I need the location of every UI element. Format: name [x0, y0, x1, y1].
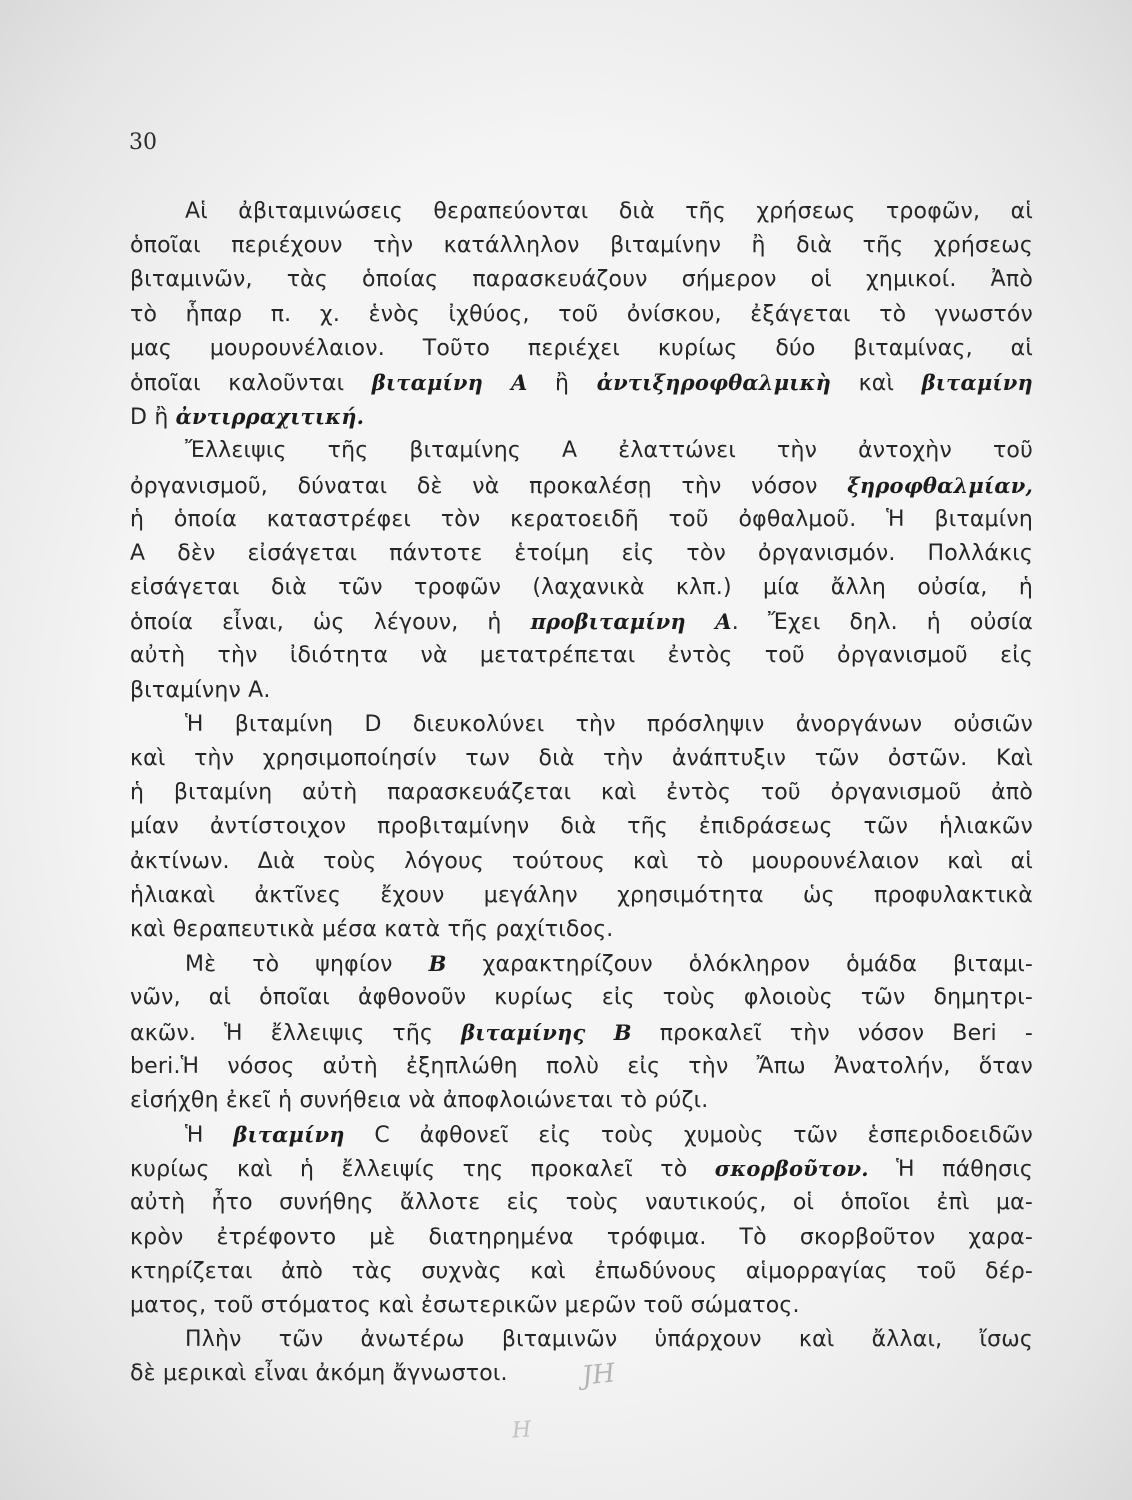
text-run: δὲ μερικαὶ εἶναι ἀκόμη ἄγνωστοι.: [130, 1361, 508, 1387]
paragraph: [130, 708, 1033, 947]
text-run: Ἡ βιταμίνη D διευκολύνει τὴν πρόσληψιν ἀνοργάνων οὐσιῶν: [185, 711, 1033, 737]
emphasized-term: βιταμίνη: [233, 1122, 345, 1148]
text-run: beri.Ἡ νόσος αὐτὴ ἐξηπλώθη πολὺ εἰς τὴν Ἄπω Ἀνατολήν, ὅταν: [130, 1053, 1033, 1079]
text-run: ὁποῖαι καλοῦνται: [130, 370, 372, 396]
text-line: [130, 810, 1033, 844]
text-run: βιταμινῶν, τὰς ὁποίας παρασκευάζουν σήμερον οἱ χημικοί. Ἀπὸ: [130, 267, 1033, 293]
text-run: Αἱ ἀβιταμινώσεις θεραπεύονται διὰ τῆς χρήσεως τροφῶν, αἱ: [185, 199, 1033, 224]
text-run: . Ἔχει δηλ. ἡ οὐσία: [731, 610, 1033, 636]
text-line: [130, 1050, 1033, 1084]
text-run: ὀργανισμοῦ, δύναται δὲ νὰ προκαλέσῃ τὴν νόσον: [130, 473, 848, 499]
page-number: 30: [129, 130, 157, 155]
text-line: [130, 879, 1033, 913]
text-run: ἡ βιταμίνη αὐτὴ παρασκευάζεται καὶ ἐντὸς τοῦ ὀργανισμοῦ ἀπὸ: [130, 780, 1033, 806]
text-run: ὁποία εἶναι, ὡς λέγουν, ἡ: [130, 610, 531, 636]
text-run: Ἡ πάθησις: [868, 1157, 1033, 1183]
text-run: κρὸν ἐτρέφοντο μὲ διατηρημένα τρόφιμα. Τὸ σκορβοῦτον χαρα-: [130, 1224, 1033, 1250]
text-run: βιταμίνην Α.: [130, 677, 271, 703]
text-run: μίαν ἀντίστοιχον προβιταμίνην διὰ τῆς ἐπιδράσεως τῶν ἡλιακῶν: [130, 814, 1033, 840]
text-run: κυρίως καὶ ἡ ἔλλειψίς της προκαλεῖ τὸ: [130, 1157, 715, 1183]
text-line: [130, 776, 1033, 810]
text-run: χαρακτηρίζουν ὁλόκληρον ὁμάδα βιταμι-: [446, 952, 1033, 978]
text-line: [130, 913, 1033, 947]
text-run: Ἡ: [185, 1123, 234, 1149]
text-body: [130, 195, 1033, 1392]
text-line: [130, 298, 1033, 332]
handwritten-mark: JH: [580, 1358, 617, 1392]
text-line: [130, 400, 1033, 434]
text-run: μας μουρουνέλαιον. Τοῦτο περιέχει κυρίως δύο βιταμίνας, αἱ: [130, 335, 1033, 361]
text-run: Πλὴν τῶν ἀνωτέρω βιταμινῶν ὑπάρχουν καὶ ἄλλαι, ἴσως: [185, 1327, 1033, 1353]
text-line: [130, 332, 1033, 366]
text-line: [130, 1255, 1033, 1289]
paragraph: [130, 195, 1033, 434]
text-run: καὶ τὴν χρησιμοποίησίν των διὰ τὴν ἀνάπτυξιν τῶν ὀστῶν. Καὶ: [130, 746, 1033, 771]
text-line: [130, 469, 1033, 503]
text-line: [130, 195, 1033, 229]
text-line: [130, 1289, 1033, 1323]
text-line: [130, 1118, 1033, 1152]
text-run: Α δὲν εἰσάγεται πάντοτε ἑτοίμη εἰς τὸν ὀργανισμόν. Πολλάκις: [130, 540, 1033, 566]
text-line: [130, 1221, 1033, 1255]
emphasized-term: ξηροφθαλμίαν,: [847, 472, 1033, 498]
text-run: εἰσήχθη ἐκεῖ ἡ συνήθεια νὰ ἀποφλοιώνεται τὸ ρύζι.: [130, 1087, 709, 1113]
text-run: προκαλεῖ τὴν νόσον Beri -: [631, 1020, 1033, 1046]
text-line: [130, 674, 1033, 708]
text-run: αὐτὴ ἦτο συνήθης ἄλλοτε εἰς τοὺς ναυτικούς, οἱ ὁποῖοι ἐπὶ μα-: [130, 1190, 1033, 1216]
text-line: [130, 981, 1033, 1015]
handwritten-mark: H: [511, 1417, 533, 1444]
text-run: αὐτὴ τὴν ἰδιότητα νὰ μετατρέπεται ἐντὸς τοῦ ὀργανισμοῦ εἰς: [130, 643, 1033, 669]
text-line: [130, 229, 1033, 263]
emphasized-term: σκορβοῦτον.: [714, 1156, 869, 1182]
text-line: [130, 366, 1033, 400]
text-line: [130, 1323, 1033, 1357]
text-line: [130, 1084, 1033, 1118]
text-line: [130, 708, 1033, 742]
text-run: Μὲ τὸ ψηφίον: [185, 952, 429, 978]
text-line: [130, 1016, 1033, 1050]
text-run: ἡλιακαὶ ἀκτῖνες ἔχουν μεγάλην χρησιμότητα ὡς προφυλακτικὰ: [130, 882, 1033, 908]
text-run: Ἔλλειψις τῆς βιταμίνης Α ἐλαττώνει τὴν ἀντοχὴν τοῦ: [185, 438, 1033, 464]
text-run: ὁποῖαι περιέχουν τὴν κατάλληλον βιταμίνην ἢ διὰ τῆς χρήσεως: [130, 233, 1033, 259]
text-line: [130, 605, 1033, 639]
text-run: κτηρίζεται ἀπὸ τὰς συχνὰς καὶ ἐπωδύνους αἱμορραγίας τοῦ δέρ-: [130, 1258, 1033, 1284]
text-run: νῶν, αἱ ὁποῖαι ἀφθονοῦν κυρίως εἰς τοὺς φλοιοὺς τῶν δημητρι-: [130, 985, 1033, 1011]
text-line: [130, 1186, 1033, 1220]
text-run: C ἀφθονεῖ εἰς τοὺς χυμοὺς τῶν ἑσπεριδοειδῶν: [344, 1123, 1033, 1149]
text-line: [130, 263, 1033, 297]
emphasized-term: βιταμίνη: [921, 369, 1033, 395]
text-line: [130, 742, 1033, 776]
text-run: εἰσάγεται διὰ τῶν τροφῶν (λαχανικὰ κλπ.) μία ἄλλη οὐσία, ἡ: [130, 575, 1033, 601]
text-line: [130, 845, 1033, 879]
emphasized-term: βιταμίνη Α: [371, 369, 528, 395]
text-line: [130, 503, 1033, 537]
emphasized-term: ἀντιρραχιτική.: [175, 404, 365, 430]
text-run: καὶ θεραπευτικὰ μέσα κατὰ τῆς ραχίτιδος.: [130, 916, 614, 942]
emphasized-term: προβιταμίνη Α: [530, 609, 732, 635]
text-line: [130, 947, 1033, 981]
text-run: D ἢ: [130, 405, 176, 431]
text-line: [130, 434, 1033, 468]
text-run: ἀκτίνων. Διὰ τοὺς λόγους τούτους καὶ τὸ μουρουνέλαιον καὶ αἱ: [130, 848, 1033, 874]
paragraph: [130, 1118, 1033, 1323]
text-line: [130, 639, 1033, 673]
paragraph: [130, 434, 1033, 708]
text-line: [130, 1152, 1033, 1186]
text-run: ματος, τοῦ στόματος καὶ ἐσωτερικῶν μερῶν τοῦ σώματος.: [130, 1293, 800, 1318]
text-run: τὸ ἧπαρ π. χ. ἑνὸς ἰχθύος, τοῦ ὀνίσκου, ἐξάγεται τὸ γνωστόν: [130, 301, 1033, 327]
emphasized-term: ἀντιξηροφθαλμικὴ: [596, 369, 832, 395]
text-run: ἡ ὁποία καταστρέφει τὸν κερατοειδῆ τοῦ ὀφθαλμοῦ. Ἡ βιταμίνη: [130, 506, 1033, 532]
text-line: [130, 571, 1033, 605]
text-line: [130, 537, 1033, 571]
text-run: ἢ: [527, 370, 597, 396]
emphasized-term: Β: [428, 951, 447, 977]
emphasized-term: βιταμίνης Β: [461, 1019, 632, 1045]
text-run: ακῶν. Ἡ ἔλλειψις τῆς: [130, 1020, 462, 1046]
paragraph: [130, 1323, 1033, 1391]
text-run: καὶ: [831, 370, 922, 396]
paragraph: [130, 947, 1033, 1118]
